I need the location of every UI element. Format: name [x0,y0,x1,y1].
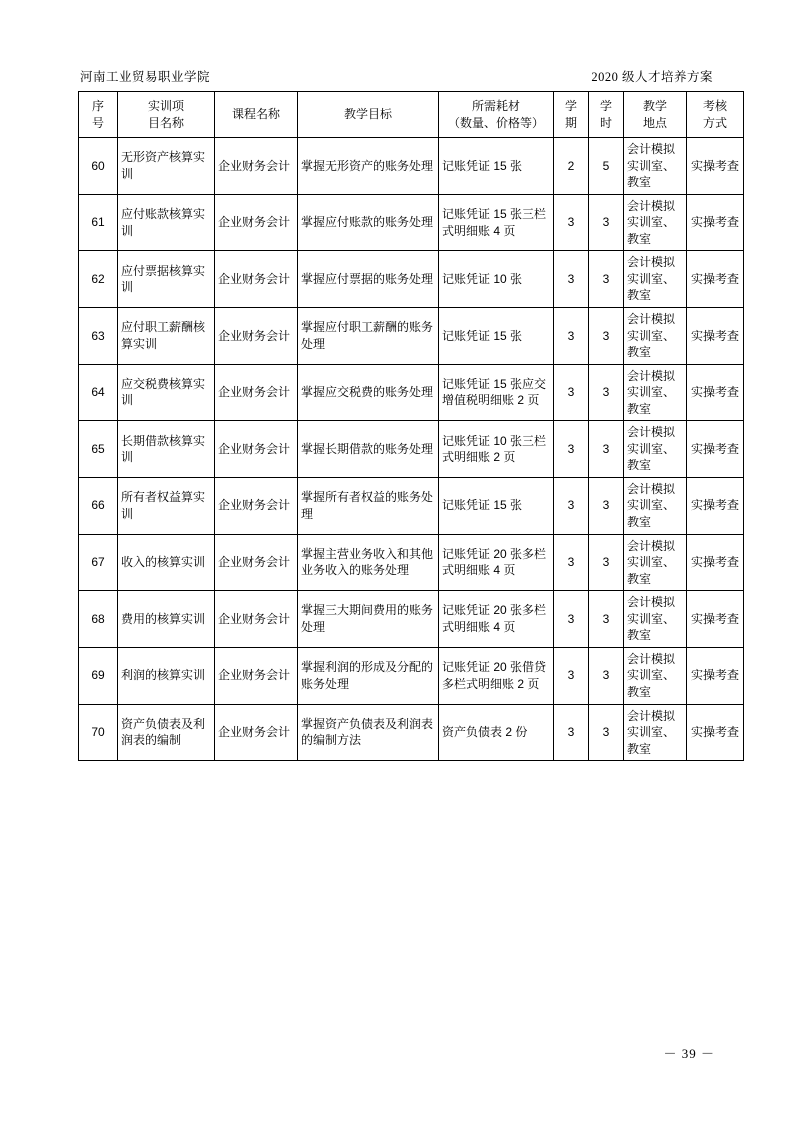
cell-term: 3 [554,421,589,478]
table-row [79,591,744,648]
cell-course: 企业财务会计 [215,308,298,365]
cell-place: 会计模拟实训室、教室 [624,704,687,761]
cell-project: 资产负债表及利润表的编制 [118,704,215,761]
column-header-place-line2: 地点 [642,115,667,130]
cell-no: 69 [79,647,118,704]
cell-material: 记账凭证 15 张 [439,477,554,534]
table-row [79,534,744,591]
cell-assess: 实操考查 [687,591,744,648]
cell-course: 企业财务会计 [215,194,298,251]
cell-goal: 掌握应付票据的账务处理 [298,251,439,308]
page-number: － 39 － [663,1046,715,1061]
cell-assess: 实操考查 [687,421,744,478]
cell-hours: 3 [589,477,624,534]
column-header-course: 课程名称 [215,92,298,138]
cell-hours: 3 [589,591,624,648]
cell-project: 应交税费核算实训 [118,364,215,421]
cell-material: 记账凭证 20 张借贷多栏式明细账 2 页 [439,647,554,704]
header-document-title: 2020 级人才培养方案 [591,70,713,84]
cell-term: 3 [554,647,589,704]
cell-no: 62 [79,251,118,308]
column-header-place-line1: 教学 [642,99,667,113]
cell-goal: 掌握长期借款的账务处理 [298,421,439,478]
cell-project: 应付账款核算实训 [118,194,215,251]
cell-hours: 5 [589,138,624,195]
cell-hours: 3 [589,364,624,421]
cell-assess: 实操考查 [687,194,744,251]
cell-course: 企业财务会计 [215,534,298,591]
training-projects-table [78,91,744,761]
cell-hours: 3 [589,194,624,251]
cell-course: 企业财务会计 [215,251,298,308]
cell-assess: 实操考查 [687,704,744,761]
cell-hours: 3 [589,421,624,478]
cell-material: 记账凭证 20 张多栏式明细账 4 页 [439,534,554,591]
cell-place: 会计模拟实训室、教室 [624,534,687,591]
cell-place: 会计模拟实训室、教室 [624,647,687,704]
header-institution: 河南工业贸易职业学院 [80,70,211,84]
column-header-term [554,92,589,138]
table-row [79,647,744,704]
cell-course: 企业财务会计 [215,477,298,534]
column-header-project-line1: 实训项 [147,99,184,113]
cell-goal: 掌握应付职工薪酬的账务处理 [298,308,439,365]
column-header-material-line2: （数量、价格等） [447,115,544,130]
table-body [79,138,744,761]
cell-place: 会计模拟实训室、教室 [624,477,687,534]
cell-place: 会计模拟实训室、教室 [624,591,687,648]
cell-assess: 实操考查 [687,647,744,704]
column-header-material [439,92,554,138]
cell-no: 67 [79,534,118,591]
cell-project: 收入的核算实训 [118,534,215,591]
column-header-term-line1: 学 [564,99,577,113]
cell-term: 3 [554,251,589,308]
column-header-term-line2: 期 [564,115,577,130]
cell-place: 会计模拟实训室、教室 [624,421,687,478]
table-row [79,138,744,195]
table-row [79,364,744,421]
column-header-goal: 教学目标 [298,92,439,138]
cell-course: 企业财务会计 [215,591,298,648]
column-header-hours [589,92,624,138]
table-header-row [79,92,744,138]
cell-assess: 实操考查 [687,251,744,308]
cell-project: 应付职工薪酬核算实训 [118,308,215,365]
cell-hours: 3 [589,308,624,365]
column-header-no-line2: 号 [91,115,104,130]
cell-hours: 3 [589,704,624,761]
cell-term: 3 [554,308,589,365]
cell-material: 资产负债表 2 份 [439,704,554,761]
cell-goal: 掌握所有者权益的账务处理 [298,477,439,534]
column-header-hours-line1: 学 [599,99,612,113]
cell-no: 64 [79,364,118,421]
cell-term: 3 [554,534,589,591]
column-header-assess-line1: 考核 [702,99,727,113]
cell-project: 长期借款核算实训 [118,421,215,478]
column-header-hours-line2: 时 [599,115,612,130]
cell-material: 记账凭证 20 张多栏式明细账 4 页 [439,591,554,648]
cell-goal: 掌握三大期间费用的账务处理 [298,591,439,648]
cell-project: 费用的核算实训 [118,591,215,648]
cell-material: 记账凭证 10 张 [439,251,554,308]
cell-course: 企业财务会计 [215,138,298,195]
cell-goal: 掌握利润的形成及分配的账务处理 [298,647,439,704]
table-row [79,421,744,478]
column-header-no-line1: 序 [91,99,104,113]
cell-no: 61 [79,194,118,251]
cell-hours: 3 [589,647,624,704]
cell-assess: 实操考查 [687,364,744,421]
cell-course: 企业财务会计 [215,647,298,704]
cell-goal: 掌握应交税费的账务处理 [298,364,439,421]
cell-no: 63 [79,308,118,365]
cell-hours: 3 [589,534,624,591]
column-header-project-line2: 目名称 [147,115,184,130]
cell-project: 利润的核算实训 [118,647,215,704]
table-row [79,477,744,534]
cell-assess: 实操考查 [687,534,744,591]
table-row [79,308,744,365]
cell-no: 65 [79,421,118,478]
cell-material: 记账凭证 15 张 [439,138,554,195]
cell-no: 66 [79,477,118,534]
cell-goal: 掌握无形资产的账务处理 [298,138,439,195]
cell-term: 3 [554,704,589,761]
cell-term: 3 [554,364,589,421]
cell-course: 企业财务会计 [215,421,298,478]
cell-hours: 3 [589,251,624,308]
cell-course: 企业财务会计 [215,704,298,761]
cell-material: 记账凭证 10 张三栏式明细账 2 页 [439,421,554,478]
column-header-material-line1: 所需耗材 [471,99,520,113]
column-header-no [79,92,118,138]
cell-material: 记账凭证 15 张三栏式明细账 4 页 [439,194,554,251]
cell-assess: 实操考查 [687,138,744,195]
cell-term: 3 [554,591,589,648]
column-header-project [118,92,215,138]
table-header [79,92,744,138]
cell-material: 记账凭证 15 张应交增值税明细账 2 页 [439,364,554,421]
cell-place: 会计模拟实训室、教室 [624,251,687,308]
cell-goal: 掌握资产负债表及利润表的编制方法 [298,704,439,761]
cell-term: 3 [554,477,589,534]
cell-no: 68 [79,591,118,648]
cell-project: 所有者权益算实训 [118,477,215,534]
column-header-assess [687,92,744,138]
cell-term: 3 [554,194,589,251]
cell-project: 无形资产核算实训 [118,138,215,195]
table-row [79,194,744,251]
page-header [78,70,715,85]
cell-no: 60 [79,138,118,195]
cell-place: 会计模拟实训室、教室 [624,194,687,251]
cell-goal: 掌握应付账款的账务处理 [298,194,439,251]
cell-term: 2 [554,138,589,195]
cell-no: 70 [79,704,118,761]
cell-place: 会计模拟实训室、教室 [624,364,687,421]
column-header-place [624,92,687,138]
cell-assess: 实操考查 [687,477,744,534]
cell-project: 应付票据核算实训 [118,251,215,308]
table-row [79,251,744,308]
cell-place: 会计模拟实训室、教室 [624,308,687,365]
cell-place: 会计模拟实训室、教室 [624,138,687,195]
cell-course: 企业财务会计 [215,364,298,421]
column-header-assess-line2: 方式 [702,115,727,130]
cell-assess: 实操考查 [687,308,744,365]
table-row [79,704,744,761]
cell-material: 记账凭证 15 张 [439,308,554,365]
cell-goal: 掌握主营业务收入和其他业务收入的账务处理 [298,534,439,591]
